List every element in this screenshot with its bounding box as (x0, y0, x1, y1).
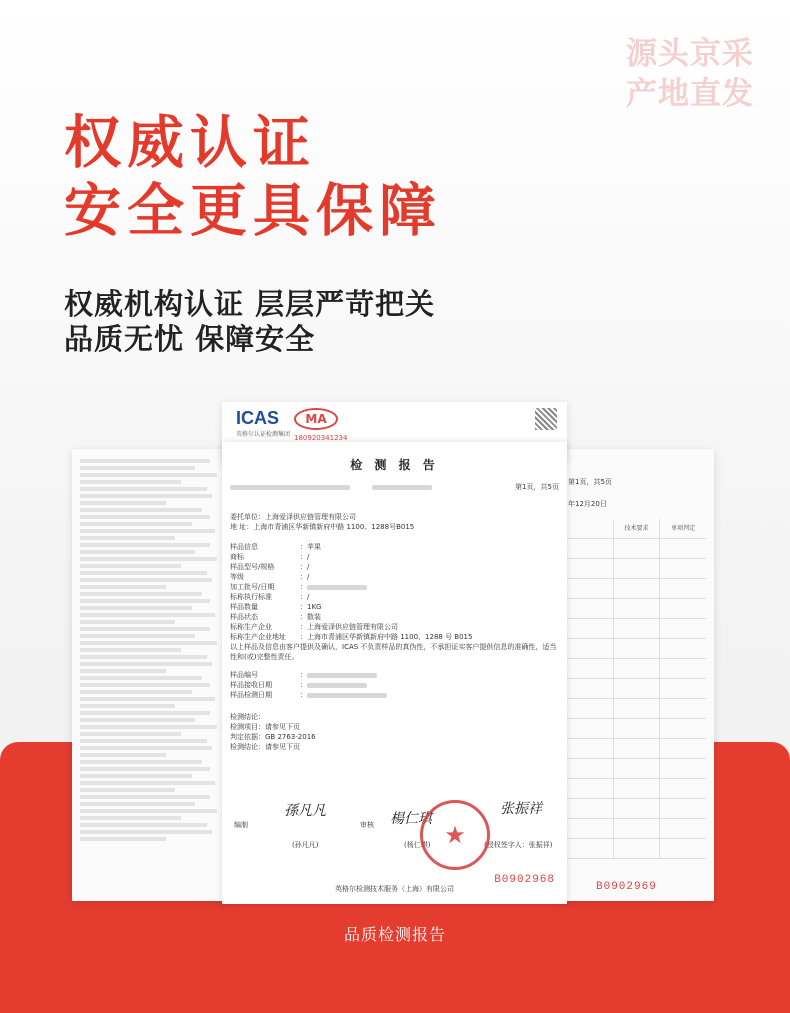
right-page-info: 第1页，共5页 (568, 478, 612, 486)
compile-label: 编制 (234, 821, 248, 829)
subtitle-line1: 权威机构认证 层层严苛把关 (64, 287, 436, 321)
official-seal-icon: ★ (420, 800, 490, 870)
field-row: 标称执行标准 ：/ (230, 593, 310, 601)
result: 检测结论：请参见下页 (230, 743, 300, 751)
signature-reviewer: 楊仁琪 (390, 811, 432, 827)
table-row (566, 599, 706, 619)
review-label: 审核 (360, 821, 374, 829)
sample-no-row: 样品编号 ： (230, 670, 559, 680)
caption: 品质检测报告 (343, 925, 446, 944)
table-row (566, 739, 706, 759)
serial-number: B0902968 (494, 874, 555, 886)
field-row: 加工批号/日期 ： (230, 582, 559, 592)
conclusion-label: 检测结论： (230, 713, 265, 721)
report-page-right (560, 449, 714, 901)
signature-compiler: 孫凡凡 (284, 803, 326, 819)
table-row (566, 799, 706, 819)
table-row (566, 719, 706, 739)
report-page-left (72, 449, 232, 901)
field-row: 样品数量 ：1KG (230, 603, 322, 611)
client-row: 委托单位：上海爱泽供应链管理有限公司 (230, 513, 356, 521)
compile-name: (孙凡凡) (292, 841, 319, 849)
disclaimer: 以上样品及信息由客户提供及确认，ICAS 不负责样品的真伪性，不承担证实客户提供信息的准确性，适当性和(或)完整性责任。 (230, 643, 557, 661)
col-judgement: 单项判定 (659, 519, 706, 538)
field-row: 样品型号/规格 ：/ (230, 563, 310, 571)
report-title: 检 测 报 告 (350, 458, 439, 472)
test-report-main (222, 442, 567, 904)
cert-number: 180920341234 (294, 434, 348, 442)
page-info: 第1页，共5页 (515, 483, 559, 491)
table-row (566, 699, 706, 719)
test-items: 检测项目：请参见下页 (230, 723, 300, 731)
signature-approver: 张振祥 (500, 801, 542, 817)
field-row: 商标 ：/ (230, 553, 310, 561)
test-date-row: 样品检测日期 ： (230, 690, 559, 700)
headline-line2: 安全更具保障 (64, 178, 442, 244)
table-row (566, 839, 706, 859)
results-table (566, 519, 706, 859)
qr-code-icon (535, 408, 557, 430)
brand-watermark (626, 34, 754, 114)
subtitle-line2: 品质无忧 保障安全 (64, 322, 316, 356)
field-row: 等级 ：/ (230, 573, 310, 581)
col-tech-req: 技术要求 (613, 519, 660, 538)
report-number-row (230, 482, 559, 492)
field-row: 标称生产企业 ：上海爱泽供应链管理有限公司 (230, 623, 398, 631)
receive-date-row: 样品接收日期 ： (230, 680, 559, 690)
field-row: 样品信息 ：苹果 (230, 543, 321, 551)
review-name: (杨仁琪) (404, 841, 431, 849)
table-row (566, 659, 706, 679)
table-header-row (566, 519, 706, 539)
headline-line1: 权威认证 (64, 110, 316, 176)
basis: 判定依据：GB 2763-2016 (230, 733, 316, 741)
table-row (566, 619, 706, 639)
table-row (566, 639, 706, 659)
icas-logo: ICAS 英格尔认证检测集团 (236, 408, 291, 438)
fine-print (80, 459, 224, 844)
table-row (566, 819, 706, 839)
address-row: 地 址：上海市青浦区华新镇新府中路 1100、1288号B015 (230, 523, 415, 531)
company-footer: 英格尔检测技术服务（上海）有限公司 (335, 885, 454, 893)
table-row (566, 559, 706, 579)
table-row (566, 759, 706, 779)
field-row: 样品状态 ：散装 (230, 613, 321, 621)
cma-mark-icon: MA (294, 408, 338, 430)
table-row (566, 539, 706, 559)
watermark-line2: 产地直发 (626, 76, 754, 112)
watermark-line1: 源头京采 (626, 36, 754, 72)
table-row (566, 779, 706, 799)
field-row: 标称生产企业地址 ：上海市青浦区华新镇新府中路 1100、1288 号 B015 (230, 633, 473, 641)
right-serial-number: B0902969 (596, 881, 657, 893)
table-row (566, 679, 706, 699)
approve-name: (授权签字人：张振祥) (484, 841, 553, 849)
right-date: 年12月20日 (568, 500, 607, 508)
table-row (566, 579, 706, 599)
